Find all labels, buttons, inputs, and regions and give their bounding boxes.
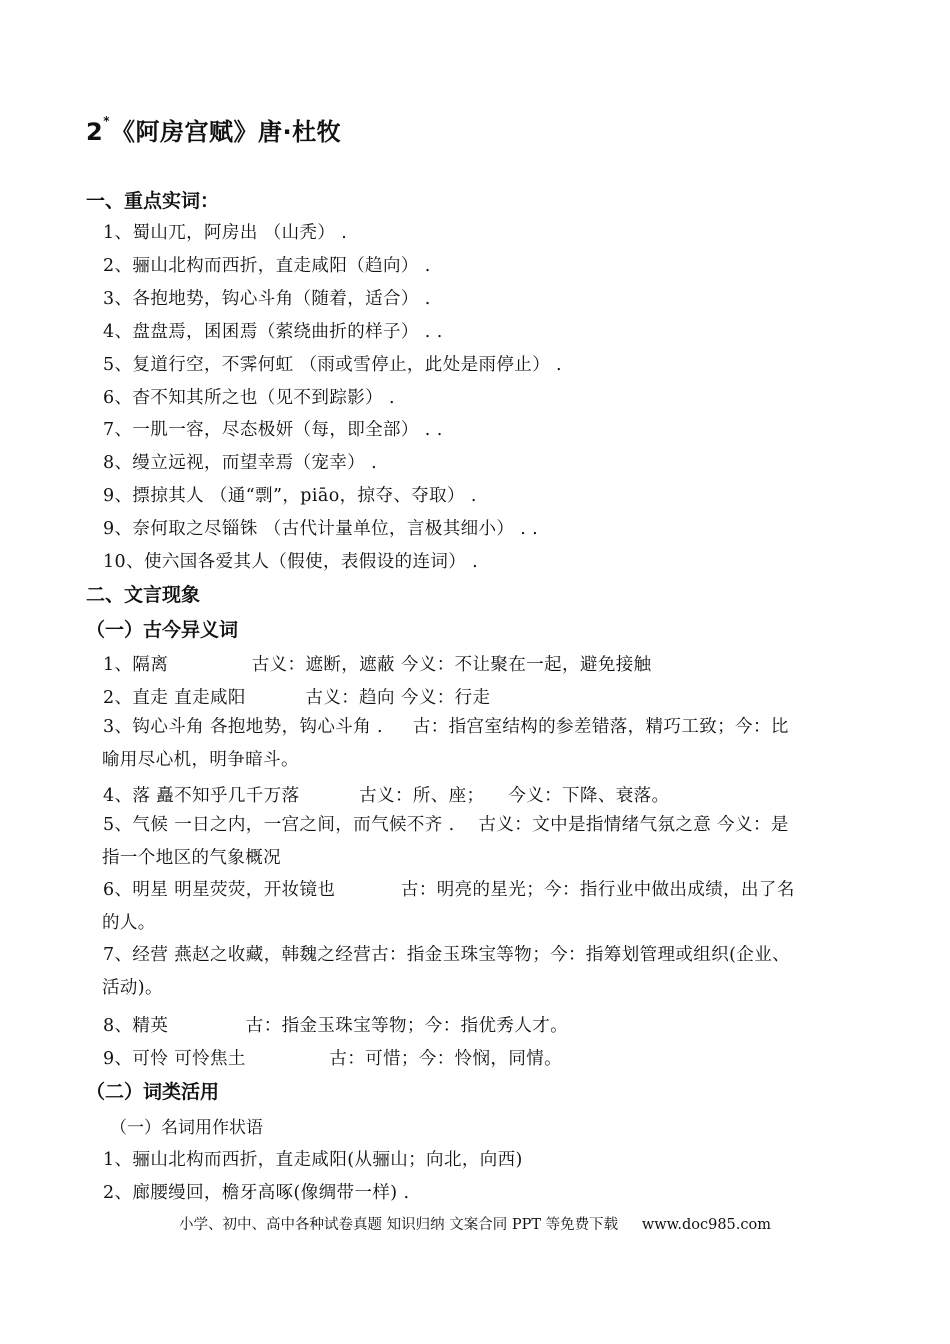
usage-item: 2、廊腰缦回，檐牙高啄(像绸带一样) . — [103, 1183, 410, 1203]
term-item: 2、直走 直走咸阳 古义：趋向 今义：行走 — [103, 688, 491, 708]
section1-heading: 一、重点实词： — [86, 190, 220, 212]
usage-item: 1、骊山北构而西折，直走咸阳(从骊山；向北，向西) — [103, 1150, 523, 1170]
term-item — [103, 809, 863, 874]
term-item-line: 6、明星 明星荧荧，开妆镜也 古：明亮的星光；今：指行业中做出成绩，出了名 — [103, 880, 795, 900]
term-item-continuation: 活动)。 — [102, 977, 163, 998]
section2-heading: 二、文言现象 — [86, 584, 201, 606]
vocab-item: 9、摽掠其人 （通“剽”，piāo，掠夺、夺取） . — [103, 486, 477, 506]
vocab-item: 3、各抱地势，钩心斗角（随着，适合） . — [103, 289, 431, 309]
term-item — [103, 939, 863, 1004]
title-text: 《阿房宫赋》唐·杜牧 — [110, 118, 342, 146]
vocab-item: 8、缦立远视，而望幸焉（宠幸） . — [103, 453, 378, 473]
term-item — [103, 874, 863, 939]
vocab-item: 2、骊山北构而西折，直走咸阳（趋向） . — [103, 256, 431, 276]
term-item — [103, 711, 863, 776]
term-item-continuation: 喻用尽心机，明争暗斗。 — [102, 749, 299, 770]
term-item-continuation: 指一个地区的气象概况 — [102, 847, 281, 868]
term-item-line: 3、钩心斗角 各抱地势，钩心斗角 . 古：指宫室结构的参差错落，精巧工致；今：比 — [103, 717, 789, 737]
term-item: 1、隔离 古义：遮断，遮蔽 今义：不让聚在一起，避免接触 — [103, 655, 652, 675]
vocab-item: 9、奈何取之尽锱铢 （古代计量单位，言极其细小） . . — [103, 519, 539, 539]
term-item: 4、落 矗不知乎几千万落 古义：所、座； 今义：下降、衰落。 — [103, 786, 670, 806]
vocab-item: 5、复道行空，不霁何虹 （雨或雪停止，此处是雨停止） . — [103, 355, 563, 375]
vocab-item: 10、使六国各爱其人（假使，表假设的连词） . — [103, 552, 479, 572]
vocab-item: 4、盘盘焉，囷囷焉（萦绕曲折的样子） . . — [103, 322, 443, 342]
term-item-line: 7、经营 燕赵之收藏，韩魏之经营古：指金玉珠宝等物；今：指筹划管理或组织(企业、 — [103, 945, 791, 965]
subsection2-heading: （二）词类活用 — [86, 1081, 220, 1103]
title-number: 2 — [86, 118, 104, 146]
vocab-item: 1、蜀山兀，阿房出 （山秃） . — [103, 223, 348, 243]
term-item-continuation: 的人。 — [102, 912, 156, 933]
page-title — [86, 112, 341, 147]
term-item-line: 5、气候 一日之内，一宫之间，而气候不齐 . 古义：文中是指情绪气氛之意 今义：是 — [103, 815, 789, 835]
page-footer: 小学、初中、高中各种试卷真题 知识归纳 文案合同 PPT 等免费下载 www.doc985.com — [179, 1217, 771, 1233]
vocab-item: 6、杳不知其所之也（见不到踪影） . — [103, 388, 395, 408]
subsection1-heading: （一）古今异义词 — [86, 619, 239, 641]
term-item: 8、精英 古：指金玉珠宝等物；今：指优秀人才。 — [103, 1016, 568, 1036]
subsection2-subheading: （一）名词用作状语 — [110, 1118, 263, 1138]
title-mark: * — [103, 114, 110, 128]
vocab-item: 7、一肌一容，尽态极妍（每，即全部） . . — [103, 420, 443, 440]
term-item: 9、可怜 可怜焦土 古：可惜；今：怜悯，同情。 — [103, 1049, 563, 1069]
